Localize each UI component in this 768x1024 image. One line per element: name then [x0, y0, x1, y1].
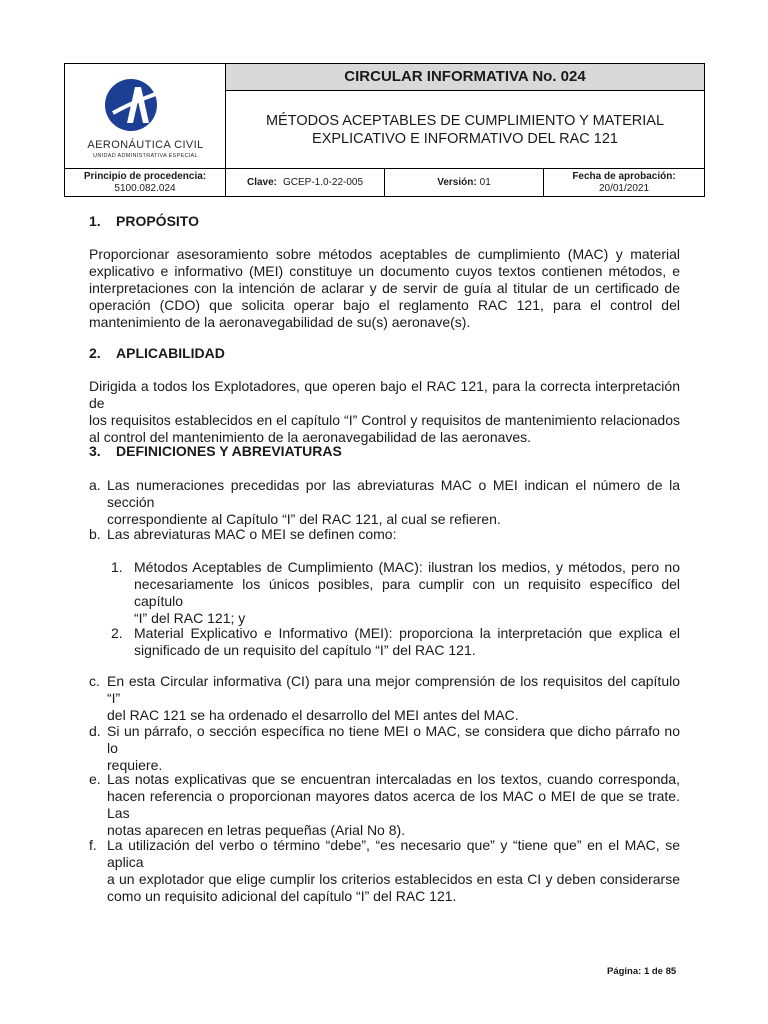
- list-marker: d.: [89, 723, 101, 739]
- list-item-f: [89, 837, 680, 905]
- list-marker: e.: [89, 771, 101, 787]
- section-3-number: 3.: [89, 443, 101, 459]
- list-marker: 2.: [111, 625, 123, 641]
- list-marker: 1.: [111, 559, 123, 575]
- list-marker: f.: [89, 837, 97, 853]
- list-item-b: [89, 526, 680, 543]
- list-marker: b.: [89, 526, 101, 542]
- section-1-title: PROPÓSITO: [116, 213, 199, 229]
- text-line: operación (CDO) que solicita operar bajo el reglamento RAC 121, para el control del: [89, 297, 680, 313]
- text-line: los requisitos establecidos en el capítulo “I” Control y requisitos de mantenimiento relacionados: [89, 412, 680, 428]
- text-line: como un requisito adicional del capítulo “I” del RAC 121.: [107, 888, 457, 904]
- aerocivil-logo-icon: [105, 73, 185, 137]
- text-line: requiere.: [107, 757, 163, 773]
- text-line: hacen referencia o proporcionan mayores datos acerca de los MAC o MEI de que se trate. Las: [107, 788, 680, 821]
- section-2-heading: [89, 345, 225, 361]
- text-line: La utilización del verbo o término “debe”, “es necesario que” y “tiene que” en el MAC, se aplica: [107, 837, 680, 870]
- logo-cell: [65, 64, 226, 168]
- text-line: necesariamente los únicos posibles, para cumplir con un requisito específico del capítulo: [134, 576, 680, 609]
- procedencia-value: 5100.082.024: [114, 182, 176, 194]
- section-2-paragraph: [89, 378, 680, 446]
- text-line: explicativo e informativo (MEI) constituye un documento cuyos textos contienen métodos, e: [89, 263, 680, 279]
- section-3-heading: [89, 443, 342, 459]
- text-line: Las notas explicativas que se encuentran intercaladas en los textos, cuando corresponda,: [107, 771, 680, 787]
- fecha-label: Fecha de aprobación:: [572, 170, 676, 182]
- page-number: Página: 1 de 85: [607, 966, 677, 977]
- version-value: 01: [479, 177, 491, 188]
- list-marker: a.: [89, 477, 101, 493]
- section-1-number: 1.: [89, 213, 101, 229]
- text-line: significado de un requisito del capítulo “I” del RAC 121.: [134, 642, 476, 658]
- text-line: Métodos Aceptables de Cumplimiento (MAC): ilustran los medios, y métodos, pero no: [134, 559, 680, 575]
- list-item-e: [89, 771, 680, 839]
- text-line: “I” del RAC 121; y: [134, 610, 246, 626]
- text-line: correspondiente al Capítulo “I” del RAC 121, al cual se refieren.: [107, 511, 501, 527]
- section-1-paragraph: [89, 246, 680, 331]
- text-line: En esta Circular informativa (CI) para una mejor comprensión de los requisitos del capítulo “I”: [107, 673, 680, 706]
- list-item-d: [89, 723, 680, 774]
- procedencia-label: Principio de procedencia:: [83, 170, 207, 182]
- list-item-c: [89, 673, 680, 724]
- section-2-title: APLICABILIDAD: [116, 345, 225, 361]
- meta-version: [385, 169, 544, 196]
- text-line: Si un párrafo, o sección específica no tiene MEI o MAC, se considera que dicho párrafo no lo: [107, 723, 680, 756]
- list-marker: c.: [89, 673, 100, 689]
- meta-procedencia: [65, 169, 226, 196]
- clave-label: Clave:: [246, 177, 277, 188]
- section-3-title: DEFINICIONES Y ABREVIATURAS: [116, 443, 342, 459]
- text-line: Las numeraciones precedidas por las abreviaturas MAC o MEI indican el número de la sección: [107, 477, 680, 510]
- fecha-value: 20/01/2021: [598, 182, 650, 194]
- document-header: [64, 63, 705, 197]
- text-line: Material Explicativo e Informativo (MEI): proporciona la interpretación que explica el: [134, 625, 680, 641]
- subtitle-line-2: EXPLICATIVO E INFORMATIVO DEL RAC 121: [312, 130, 618, 147]
- subtitle-line-1: MÉTODOS ACEPTABLES DE CUMPLIMIENTO Y MATERIAL: [265, 112, 665, 129]
- text-line: del RAC 121 se ha ordenado el desarrollo del MEI antes del MAC.: [107, 707, 519, 723]
- logo-name: AERONÁUTICA CIVIL: [87, 139, 204, 151]
- clave-value: GCEP-1.0-22-005: [282, 177, 364, 188]
- text-line: Las abreviaturas MAC o MEI se definen como:: [107, 526, 397, 542]
- meta-row: [65, 168, 704, 196]
- meta-fecha: [544, 169, 704, 196]
- section-1-heading: [89, 213, 199, 229]
- text-line: Proporcionar asesoramiento sobre métodos aceptables de cumplimiento (MAC) y material: [89, 246, 680, 262]
- meta-clave: [226, 169, 385, 196]
- sub-item-1: [111, 559, 680, 627]
- text-line: interpretaciones con la intención de aclarar y de servir de guía al titular de un certificado de: [89, 280, 680, 296]
- version-label: Versión:: [437, 177, 477, 188]
- sub-item-2: [111, 625, 680, 659]
- text-line: al control del mantenimiento de la aeronavegabilidad de las aeronaves.: [89, 429, 532, 445]
- text-line: a un explotador que elige cumplir los criterios establecidos en esta CI y deben considerarse: [107, 871, 680, 887]
- text-line: notas aparecen en letras pequeñas (Arial No 8).: [107, 822, 406, 838]
- list-item-a: [89, 477, 680, 528]
- text-line: mantenimiento de la aeronavegabilidad de su(s) aeronave(s).: [89, 314, 471, 330]
- document-subtitle: [226, 91, 704, 168]
- section-2-number: 2.: [89, 345, 101, 361]
- document-title: CIRCULAR INFORMATIVA No. 024: [226, 64, 704, 91]
- text-line: Dirigida a todos los Explotadores, que operen bajo el RAC 121, para la correcta interpretación de: [89, 378, 680, 411]
- logo-subtitle: UNIDAD ADMINISTRATIVA ESPECIAL: [93, 153, 198, 159]
